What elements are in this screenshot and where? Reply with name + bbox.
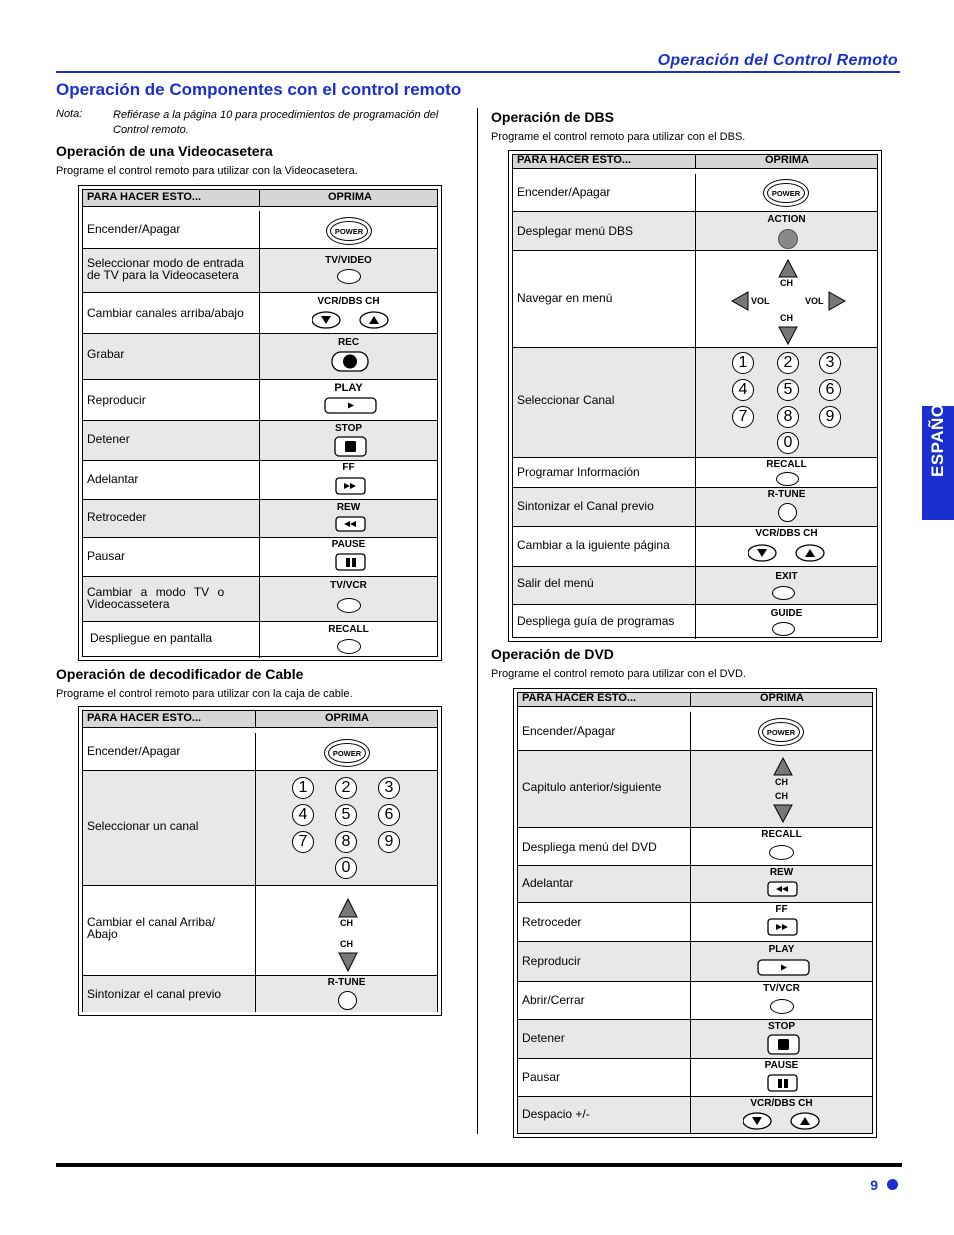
table-header: [513, 155, 877, 169]
button-label: VCR/DBS CH: [317, 296, 380, 307]
digit-3-button[interactable]: 3: [378, 777, 400, 799]
table-row: [513, 567, 877, 605]
vol-label: VOL: [751, 296, 770, 306]
dbs-intro: Programe el control remoto para utilizar con el DBS.: [491, 131, 746, 143]
ch-up-icon[interactable]: [778, 259, 798, 278]
button-label: TV/VCR: [330, 580, 367, 591]
recall-button[interactable]: [337, 639, 361, 654]
pause-icon[interactable]: [335, 553, 367, 573]
digit-9-button[interactable]: 9: [378, 831, 400, 853]
row-label: Despacio +/-: [522, 1107, 590, 1121]
button-label: GUIDE: [770, 608, 803, 619]
ch-label: CH: [780, 278, 793, 288]
table-row: [83, 577, 437, 622]
recall-button[interactable]: [776, 472, 799, 486]
digit-1-button[interactable]: 1: [732, 352, 754, 374]
table-row: [83, 500, 437, 538]
dvd-intro: Programe el control remoto para utilizar con el DVD.: [491, 668, 746, 680]
rewind-icon[interactable]: [335, 516, 367, 534]
power-button[interactable]: [763, 179, 809, 207]
chapter-up-icon[interactable]: [773, 757, 793, 776]
ch-label: CH: [775, 791, 788, 801]
row-label: Reproducir: [87, 393, 146, 407]
table-row: [83, 249, 437, 293]
button-label: REW: [336, 502, 361, 513]
row-label: Cambiar a la iguiente página: [517, 538, 670, 552]
table-row: [513, 348, 877, 458]
row-label: Capitulo anterior/siguiente: [522, 780, 662, 794]
row-label: Reproducir: [522, 954, 581, 968]
table-row: [513, 251, 877, 348]
digit-1-button[interactable]: 1: [292, 777, 314, 799]
dbs-section-title: Operación de DBS: [491, 109, 614, 125]
button-label: TV/VIDEO: [325, 255, 372, 266]
digit-0-button[interactable]: 0: [777, 432, 799, 454]
r-tune-button[interactable]: [778, 503, 797, 522]
language-tab-label: ESPAÑOL: [928, 392, 947, 477]
table-row: [513, 488, 877, 527]
row-label: Sintonizar el canal previo: [87, 987, 222, 1001]
button-label: EXIT: [775, 571, 798, 582]
language-tab: [922, 392, 954, 520]
digit-7-button[interactable]: 7: [732, 406, 754, 428]
button-label: RECALL: [766, 459, 807, 470]
power-button[interactable]: [758, 718, 804, 746]
pause-icon[interactable]: [767, 1074, 799, 1094]
open-close-button[interactable]: [770, 999, 794, 1014]
table-row: [83, 211, 437, 249]
table-row: [513, 174, 877, 212]
button-label: FF: [342, 462, 355, 473]
row-label: Encender/Apagar: [87, 744, 181, 758]
guide-button[interactable]: [772, 622, 795, 636]
row-label: Navegar en menú: [517, 291, 613, 305]
row-label: Sintonizar el Canal previo: [517, 499, 654, 513]
stop-icon[interactable]: [767, 1034, 801, 1056]
table-row: [83, 886, 437, 976]
row-label: Encender/Apagar: [87, 222, 181, 236]
row-label: Cambiar el canal Arriba/ Abajo: [87, 915, 216, 941]
row-label: Seleccionar modo de entrada de TV para la Videocasetera: [87, 256, 244, 282]
ch-label: CH: [780, 313, 793, 323]
vcr-intro: Programe el control remoto para utilizar con la Videocasetera.: [56, 165, 358, 177]
row-label: Seleccionar Canal: [517, 393, 615, 407]
button-label: PLAY: [768, 944, 795, 955]
button-label: TV/VCR: [763, 983, 800, 994]
footer-rule: [56, 1163, 902, 1167]
play-icon[interactable]: [324, 397, 378, 415]
stop-icon[interactable]: [334, 436, 368, 458]
row-label: Adelantar: [522, 876, 574, 890]
page-down-up-icon[interactable]: [748, 544, 828, 564]
ch-down-up-icon[interactable]: [312, 311, 392, 331]
header-press: OPRIMA: [328, 191, 372, 203]
header-action: PARA HACER ESTO...: [87, 191, 202, 203]
vcr-table: [78, 185, 442, 661]
cable-intro: Programe el control remoto para utilizar con la caja de cable.: [56, 688, 353, 700]
row-label: Cambiar a modo TV o Videocassetera: [87, 585, 225, 611]
digit-5-button[interactable]: 5: [335, 804, 357, 826]
table-row: [83, 421, 437, 461]
table-row: [83, 334, 437, 380]
chapter-down-icon[interactable]: [773, 804, 793, 823]
power-label: POWER: [328, 743, 366, 763]
button-label: VCR/DBS CH: [755, 528, 818, 539]
button-label: RECALL: [761, 829, 802, 840]
ch-down-icon[interactable]: [338, 952, 358, 972]
ch-label: CH: [340, 918, 353, 928]
tv-video-button[interactable]: [337, 269, 361, 284]
header-action: PARA HACER ESTO...: [517, 154, 632, 166]
tv-vcr-button[interactable]: [337, 598, 361, 613]
digit-4-button[interactable]: 4: [292, 804, 314, 826]
power-button[interactable]: [324, 739, 370, 767]
bullet-icon: [887, 1179, 898, 1190]
row-label: Salir del menú: [517, 576, 594, 590]
digit-2-button[interactable]: 2: [777, 352, 799, 374]
record-icon[interactable]: [331, 351, 371, 373]
button-label: STOP: [334, 423, 363, 434]
row-label: Grabar: [87, 347, 125, 361]
section-title: Operación del Control Remoto: [657, 52, 898, 69]
row-label: Cambiar canales arriba/abajo: [87, 306, 244, 320]
digit-4-button[interactable]: 4: [732, 379, 754, 401]
table-row: [518, 712, 872, 751]
header-rule: [56, 71, 900, 73]
row-label: Encender/Apagar: [517, 185, 611, 199]
digit-8-button[interactable]: 8: [777, 406, 799, 428]
row-label: Encender/Apagar: [522, 724, 616, 738]
row-label: Programar Información: [517, 465, 640, 479]
button-label: STOP: [767, 1021, 796, 1032]
row-label: Retroceder: [522, 915, 582, 929]
power-button[interactable]: [326, 217, 372, 245]
column-divider: [477, 108, 478, 1134]
row-label: Pausar: [87, 549, 126, 563]
table-row: [518, 1020, 872, 1059]
cable-section-title: Operación de decodificador de Cable: [56, 666, 304, 682]
table-row: [83, 293, 437, 334]
button-label: PAUSE: [764, 1060, 799, 1071]
row-label: Retroceder: [87, 510, 147, 524]
header-press: OPRIMA: [325, 712, 369, 724]
row-label: Abrir/Cerrar: [522, 993, 585, 1007]
page-number: 9: [870, 1177, 878, 1193]
fast-forward-icon[interactable]: [767, 918, 799, 938]
digit-0-button[interactable]: 0: [335, 857, 357, 879]
r-tune-button[interactable]: [338, 991, 357, 1010]
table-row: [518, 1059, 872, 1097]
table-row: [518, 828, 872, 866]
table-row: [513, 605, 877, 639]
table-row: [518, 866, 872, 903]
table-row: [513, 212, 877, 251]
vcr-section-title: Operación de una Videocasetera: [56, 143, 273, 159]
digit-6-button[interactable]: 6: [819, 379, 841, 401]
digit-3-button[interactable]: 3: [819, 352, 841, 374]
row-label: Despliega menú del DVD: [522, 840, 657, 854]
power-label: POWER: [330, 221, 368, 241]
header-press: OPRIMA: [760, 692, 804, 704]
slow-minus-plus-icon[interactable]: [743, 1112, 823, 1132]
header-action: PARA HACER ESTO...: [87, 712, 202, 724]
button-label: ACTION: [767, 214, 806, 225]
dbs-table: [508, 150, 882, 642]
ch-down-icon[interactable]: [778, 326, 798, 345]
row-label: Desplegar menú DBS: [517, 224, 634, 238]
dvd-table: [513, 688, 877, 1138]
fast-forward-icon[interactable]: [335, 477, 367, 497]
table-header: [518, 693, 872, 707]
button-label: PAUSE: [331, 539, 366, 550]
vol-left-icon[interactable]: [731, 291, 749, 311]
table-row: [513, 527, 877, 567]
ch-label: CH: [775, 777, 788, 787]
table-row: [518, 982, 872, 1020]
button-label: REW: [769, 867, 794, 878]
table-header: [83, 711, 437, 728]
recall-button[interactable]: [769, 845, 794, 860]
row-label: Detener: [522, 1031, 565, 1045]
table-row: [83, 461, 437, 500]
table-row: [518, 1097, 872, 1133]
note-label: Nota:: [56, 108, 83, 120]
table-row: [513, 458, 877, 488]
table-row: [518, 903, 872, 942]
button-label: PLAY: [334, 382, 363, 394]
digit-7-button[interactable]: 7: [292, 831, 314, 853]
row-label: Despliega guía de programas: [517, 614, 675, 628]
table-row: [518, 751, 872, 828]
button-label: REC: [337, 337, 360, 348]
digit-8-button[interactable]: 8: [335, 831, 357, 853]
table-header: [83, 190, 437, 207]
row-label: Adelantar: [87, 472, 139, 486]
digit-2-button[interactable]: 2: [335, 777, 357, 799]
row-label: Pausar: [522, 1070, 561, 1084]
note-text: Refiérase a la página 10 para procedimientos de programación del Control remoto.: [113, 109, 439, 136]
button-label: VCR/DBS CH: [750, 1098, 813, 1109]
ch-label: CH: [340, 939, 353, 949]
row-label: Seleccionar un canal: [87, 819, 199, 833]
dvd-section-title: Operación de DVD: [491, 646, 614, 662]
table-row: [83, 771, 437, 886]
table-row: [83, 380, 437, 421]
power-label: POWER: [762, 722, 800, 742]
header-action: PARA HACER ESTO...: [522, 692, 637, 704]
cable-table: [78, 706, 442, 1016]
button-label: R-TUNE: [327, 977, 366, 988]
rewind-icon[interactable]: [767, 881, 799, 899]
power-label: POWER: [767, 183, 805, 203]
digit-6-button[interactable]: 6: [378, 804, 400, 826]
digit-5-button[interactable]: 5: [777, 379, 799, 401]
vol-right-icon[interactable]: [828, 291, 846, 311]
table-row: [83, 976, 437, 1012]
digit-9-button[interactable]: 9: [819, 406, 841, 428]
button-label: FF: [775, 904, 788, 915]
play-icon[interactable]: [757, 959, 811, 977]
exit-button[interactable]: [772, 586, 795, 600]
button-label: R-TUNE: [767, 489, 806, 500]
button-label: RECALL: [328, 624, 369, 635]
header-press: OPRIMA: [765, 154, 809, 166]
page-title: Operación de Componentes con el control remoto: [56, 80, 462, 99]
vol-label: VOL: [805, 296, 824, 306]
row-label: Despliegue en pantalla: [90, 631, 213, 645]
table-row: [83, 733, 437, 771]
row-label: Detener: [87, 432, 130, 446]
ch-up-icon[interactable]: [338, 898, 358, 918]
table-row: [83, 622, 437, 658]
table-row: [518, 942, 872, 982]
table-row: [83, 538, 437, 577]
action-icon[interactable]: [777, 228, 799, 250]
